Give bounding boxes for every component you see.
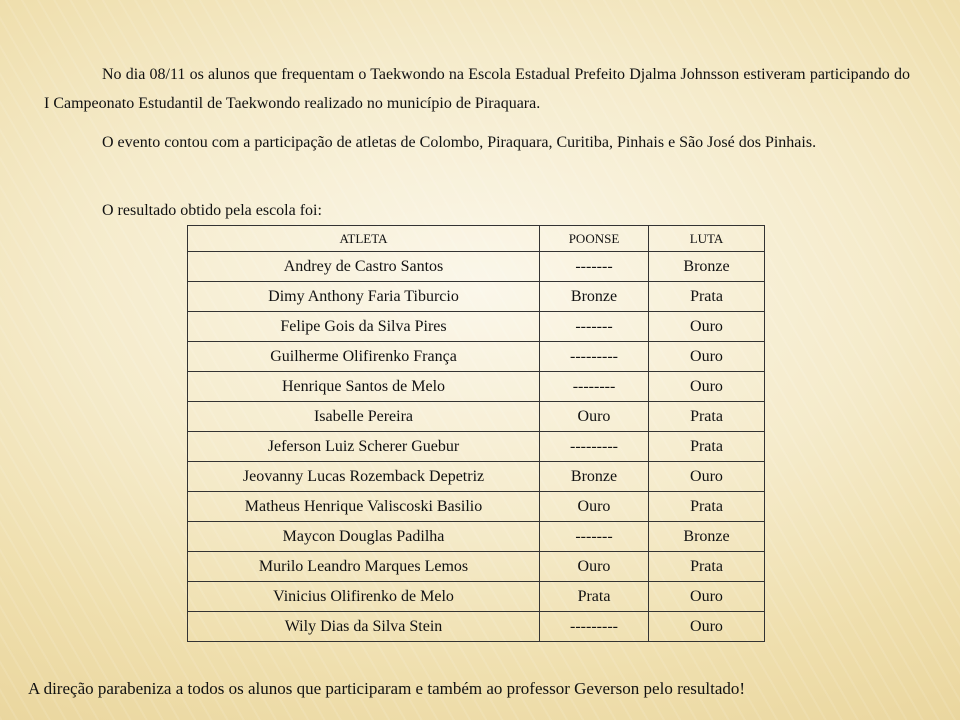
table-row bbox=[188, 612, 765, 642]
poonse-result: ------- bbox=[540, 522, 649, 552]
table-row bbox=[188, 552, 765, 582]
luta-result: Prata bbox=[649, 402, 765, 432]
table-row bbox=[188, 252, 765, 282]
athlete-name: Maycon Douglas Padilha bbox=[188, 522, 540, 552]
luta-result: Prata bbox=[649, 432, 765, 462]
table-row bbox=[188, 372, 765, 402]
luta-result: Prata bbox=[649, 552, 765, 582]
poonse-result: Ouro bbox=[540, 552, 649, 582]
table-row bbox=[188, 462, 765, 492]
luta-result: Ouro bbox=[649, 582, 765, 612]
intro-paragraph-3: O resultado obtido pela escola foi: bbox=[102, 202, 322, 219]
table-row bbox=[188, 432, 765, 462]
athlete-name: Jeferson Luiz Scherer Guebur bbox=[188, 432, 540, 462]
luta-result: Ouro bbox=[649, 372, 765, 402]
table-header-row bbox=[188, 226, 765, 252]
table-row bbox=[188, 402, 765, 432]
athlete-name: Felipe Gois da Silva Pires bbox=[188, 312, 540, 342]
table-row bbox=[188, 342, 765, 372]
athlete-name: Jeovanny Lucas Rozemback Depetriz bbox=[188, 462, 540, 492]
athlete-name: Henrique Santos de Melo bbox=[188, 372, 540, 402]
poonse-result: Bronze bbox=[540, 282, 649, 312]
athlete-name: Dimy Anthony Faria Tiburcio bbox=[188, 282, 540, 312]
luta-result: Ouro bbox=[649, 462, 765, 492]
luta-result: Prata bbox=[649, 282, 765, 312]
athlete-name: Isabelle Pereira bbox=[188, 402, 540, 432]
athlete-name: Wily Dias da Silva Stein bbox=[188, 612, 540, 642]
luta-result: Ouro bbox=[649, 312, 765, 342]
poonse-result: -------- bbox=[540, 372, 649, 402]
table-row bbox=[188, 522, 765, 552]
congratulations-footer: A direção parabeniza a todos os alunos que participaram e também ao professor Geverson pelo resultado! bbox=[28, 679, 746, 698]
table-row bbox=[188, 492, 765, 522]
intro-paragraph-1: No dia 08/11 os alunos que frequentam o Taekwondo na Escola Estadual Prefeito Djalma Johnsson estiveram participando do I Campeonato Estudantil de Taekwondo realizado no município de Piraquara. bbox=[44, 66, 910, 112]
table-row bbox=[188, 582, 765, 612]
poonse-result: ------- bbox=[540, 252, 649, 282]
luta-result: Prata bbox=[649, 492, 765, 522]
header-athlete: ATLETA bbox=[188, 226, 540, 252]
athlete-name: Matheus Henrique Valiscoski Basilio bbox=[188, 492, 540, 522]
poonse-result: --------- bbox=[540, 342, 649, 372]
table-row bbox=[188, 312, 765, 342]
poonse-result: Prata bbox=[540, 582, 649, 612]
poonse-result: Bronze bbox=[540, 462, 649, 492]
intro-paragraph-2: O evento contou com a participação de atletas de Colombo, Piraquara, Curitiba, Pinhais e São José dos Pinhais. bbox=[102, 134, 817, 151]
poonse-result: Ouro bbox=[540, 492, 649, 522]
table-row bbox=[188, 282, 765, 312]
poonse-result: --------- bbox=[540, 432, 649, 462]
results-table bbox=[187, 225, 765, 642]
poonse-result: Ouro bbox=[540, 402, 649, 432]
luta-result: Bronze bbox=[649, 252, 765, 282]
athlete-name: Vinicius Olifirenko de Melo bbox=[188, 582, 540, 612]
athlete-name: Guilherme Olifirenko França bbox=[188, 342, 540, 372]
poonse-result: ------- bbox=[540, 312, 649, 342]
header-luta: LUTA bbox=[649, 226, 765, 252]
athlete-name: Andrey de Castro Santos bbox=[188, 252, 540, 282]
athlete-name: Murilo Leandro Marques Lemos bbox=[188, 552, 540, 582]
luta-result: Ouro bbox=[649, 612, 765, 642]
luta-result: Ouro bbox=[649, 342, 765, 372]
poonse-result: --------- bbox=[540, 612, 649, 642]
header-poonse: POONSE bbox=[540, 226, 649, 252]
luta-result: Bronze bbox=[649, 522, 765, 552]
